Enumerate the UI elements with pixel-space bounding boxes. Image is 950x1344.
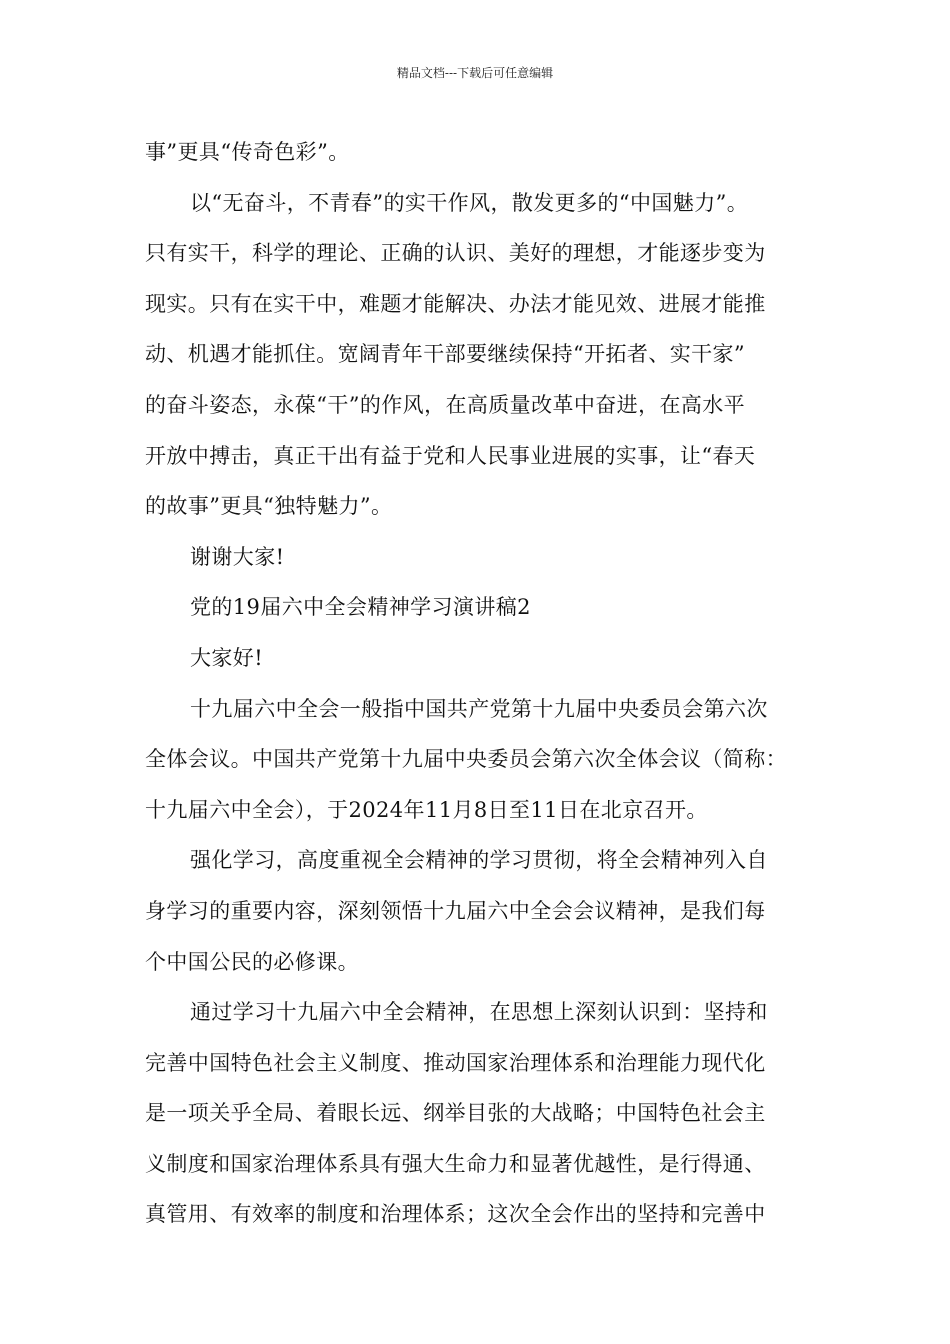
section-title: 党的19届六中全会精神学习演讲稿2 — [190, 595, 531, 620]
body-line: 通过学习十九届六中全会精神，在思想上深刻认识到：坚持和 — [190, 1000, 768, 1025]
body-line: 全体会议。中国共产党第十九届中央委员会第六次全体会议（简称： — [145, 747, 787, 772]
body-line: 的奋斗姿态，永葆“干”的作风，在高质量改革中奋进，在高水平 — [145, 392, 746, 417]
document-body — [145, 127, 825, 1240]
body-line: 真管用、有效率的制度和治理体系；这次全会作出的坚持和完善中 — [145, 1202, 766, 1227]
body-line: 是一项关乎全局、着眼长远、纲举目张的大战略；中国特色社会主 — [145, 1101, 766, 1126]
body-line: 十九届六中全会一般指中国共产党第十九届中央委员会第六次 — [190, 696, 768, 721]
body-line: 以“无奋斗，不青春”的实干作风，散发更多的“中国魅力”。 — [190, 190, 749, 215]
body-line: 开放中搏击，真正干出有益于党和人民事业进展的实事，让“春天 — [145, 443, 756, 468]
body-line: 强化学习，高度重视全会精神的学习贯彻，将全会精神列入自 — [190, 848, 768, 873]
body-line: 事”更具“传奇色彩”。 — [145, 140, 350, 164]
body-line: 十九届六中全会），于2024年11月8日至11日在北京召开。 — [145, 797, 708, 822]
body-line: 只有实干，科学的理论、正确的认识、美好的理想，才能逐步变为 — [145, 241, 766, 266]
greeting-line: 大家好! — [190, 645, 264, 670]
body-line: 动、机遇才能抓住。宽阔青年干部要继续保持“开拓者、实干家” — [145, 342, 746, 367]
body-line: 现实。只有在实干中，难题才能解决、办法才能见效、进展才能推 — [145, 291, 766, 316]
body-line: 身学习的重要内容，深刻领悟十九届六中全会会议精神，是我们每 — [145, 898, 766, 923]
body-line: 的故事”更具“独特魅力”。 — [145, 494, 393, 519]
closing-line: 谢谢大家! — [190, 544, 285, 569]
body-line: 义制度和国家治理体系具有强大生命力和显著优越性，是行得通、 — [145, 1151, 766, 1176]
page-header: 精品文档---下载后可任意编辑 — [396, 66, 554, 80]
body-line: 完善中国特色社会主义制度、推动国家治理体系和治理能力现代化 — [145, 1050, 766, 1075]
body-line: 个中国公民的必修课。 — [145, 949, 359, 974]
